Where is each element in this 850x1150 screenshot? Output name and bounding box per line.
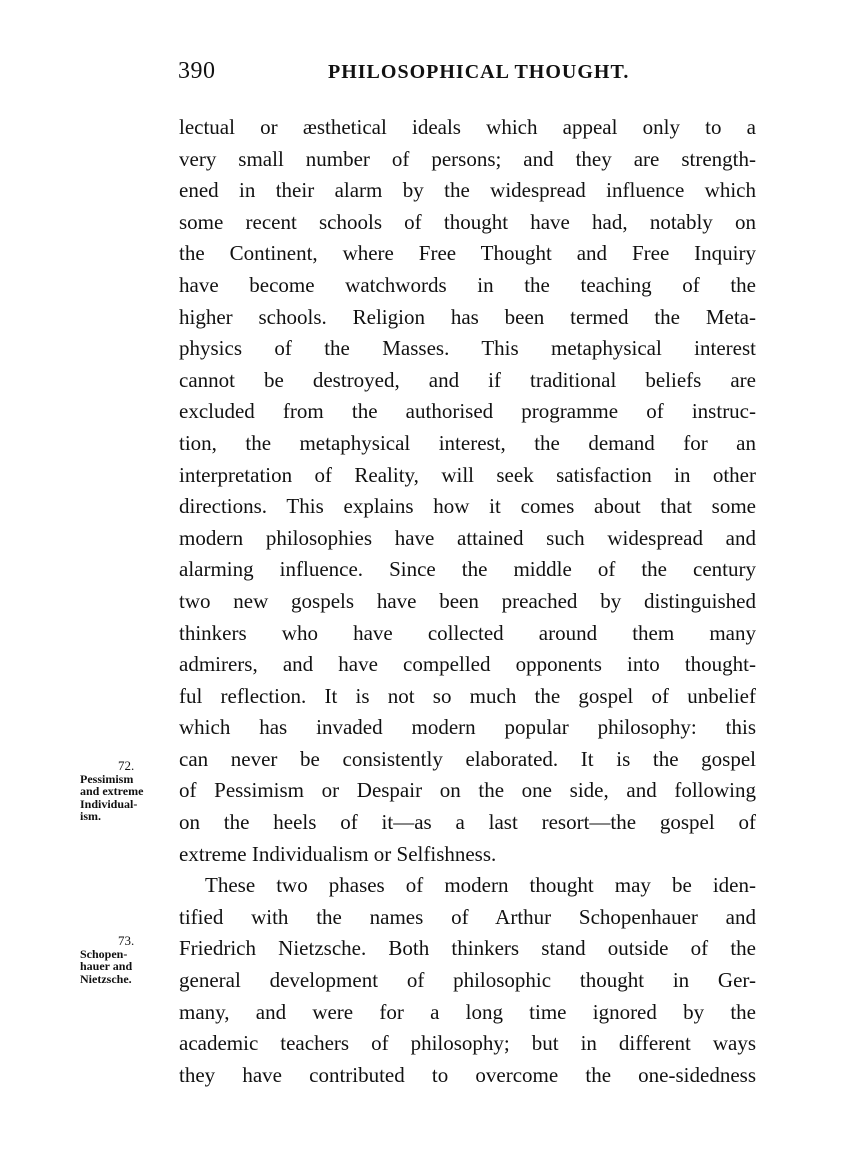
margin-note-73 [80, 935, 176, 985]
text-line: two new gospels have been preached by distinguished [179, 588, 756, 613]
page-number: 390 [178, 58, 216, 84]
text-line: Friedrich Nietzsche. Both thinkers stand outside of the [179, 936, 756, 961]
text-line: tion, the metaphysical interest, the demand for an [179, 430, 756, 455]
page-header [178, 58, 758, 92]
text-line: extreme Individualism or Selfishness. [179, 841, 497, 866]
text-line: These two phases of modern thought may be iden- [205, 873, 756, 898]
text-line: cannot be destroyed, and if traditional beliefs are [179, 367, 756, 392]
text-line: higher schools. Religion has been termed the Meta- [179, 304, 756, 329]
text-line: alarming influence. Since the middle of the century [179, 557, 756, 582]
margin-note-line: Schopen- [80, 946, 128, 961]
text-line: can never be consistently elaborated. It is the gospel [179, 746, 756, 771]
margin-note-line: Individual- [80, 796, 138, 811]
text-line: admirers, and have compelled opponents into thought- [179, 652, 756, 677]
text-line: they have contributed to overcome the one-sidedness [179, 1062, 756, 1087]
text-line: general development of philosophic thought in Ger- [179, 968, 756, 993]
margin-note-line: and extreme [80, 784, 144, 798]
text-line: lectual or æsthetical ideals which appeal only to a [179, 115, 756, 139]
text-line: some recent schools of thought have had, notably on [179, 209, 756, 234]
text-line: which has invaded modern popular philosophy: this [179, 715, 756, 740]
margin-note-line: Pessimism [80, 771, 134, 786]
running-head: PHILOSOPHICAL THOUGHT. [328, 61, 630, 83]
margin-note-number: 73. [118, 933, 135, 948]
text-line: on the heels of it—as a last resort—the gospel of [179, 810, 756, 835]
text-line: modern philosophies have attained such widespread and [179, 525, 756, 550]
text-line: many, and were for a long time ignored by the [179, 999, 756, 1024]
text-line: physics of the Masses. This metaphysical interest [179, 336, 756, 361]
text-line: tified with the names of Arthur Schopenhauer and [179, 904, 756, 929]
margin-note-line: ism. [80, 809, 101, 823]
text-line: ful reflection. It is not so much the gospel of unbelief [179, 683, 756, 708]
margin-note-number: 72. [118, 758, 135, 773]
text-line: interpretation of Reality, will seek satisfaction in other [179, 462, 756, 487]
text-line: ened in their alarm by the widespread influence which [179, 178, 756, 203]
text-line: excluded from the authorised programme of instruc- [179, 399, 756, 424]
text-line: academic teachers of philosophy; but in different ways [179, 1031, 756, 1056]
text-line: the Continent, where Free Thought and Free Inquiry [179, 241, 756, 266]
text-line: directions. This explains how it comes about that some [179, 494, 756, 519]
margin-note-72 [80, 760, 176, 823]
text-line: have become watchwords in the teaching of the [179, 272, 756, 297]
body-text [179, 112, 756, 1091]
margin-note-line: Nietzsche. [80, 971, 132, 986]
margin-note-line: hauer and [80, 959, 133, 973]
text-line: thinkers who have collected around them many [179, 620, 756, 645]
text-line: very small number of persons; and they are strength- [179, 146, 756, 171]
text-line: of Pessimism or Despair on the one side, and following [179, 778, 756, 803]
